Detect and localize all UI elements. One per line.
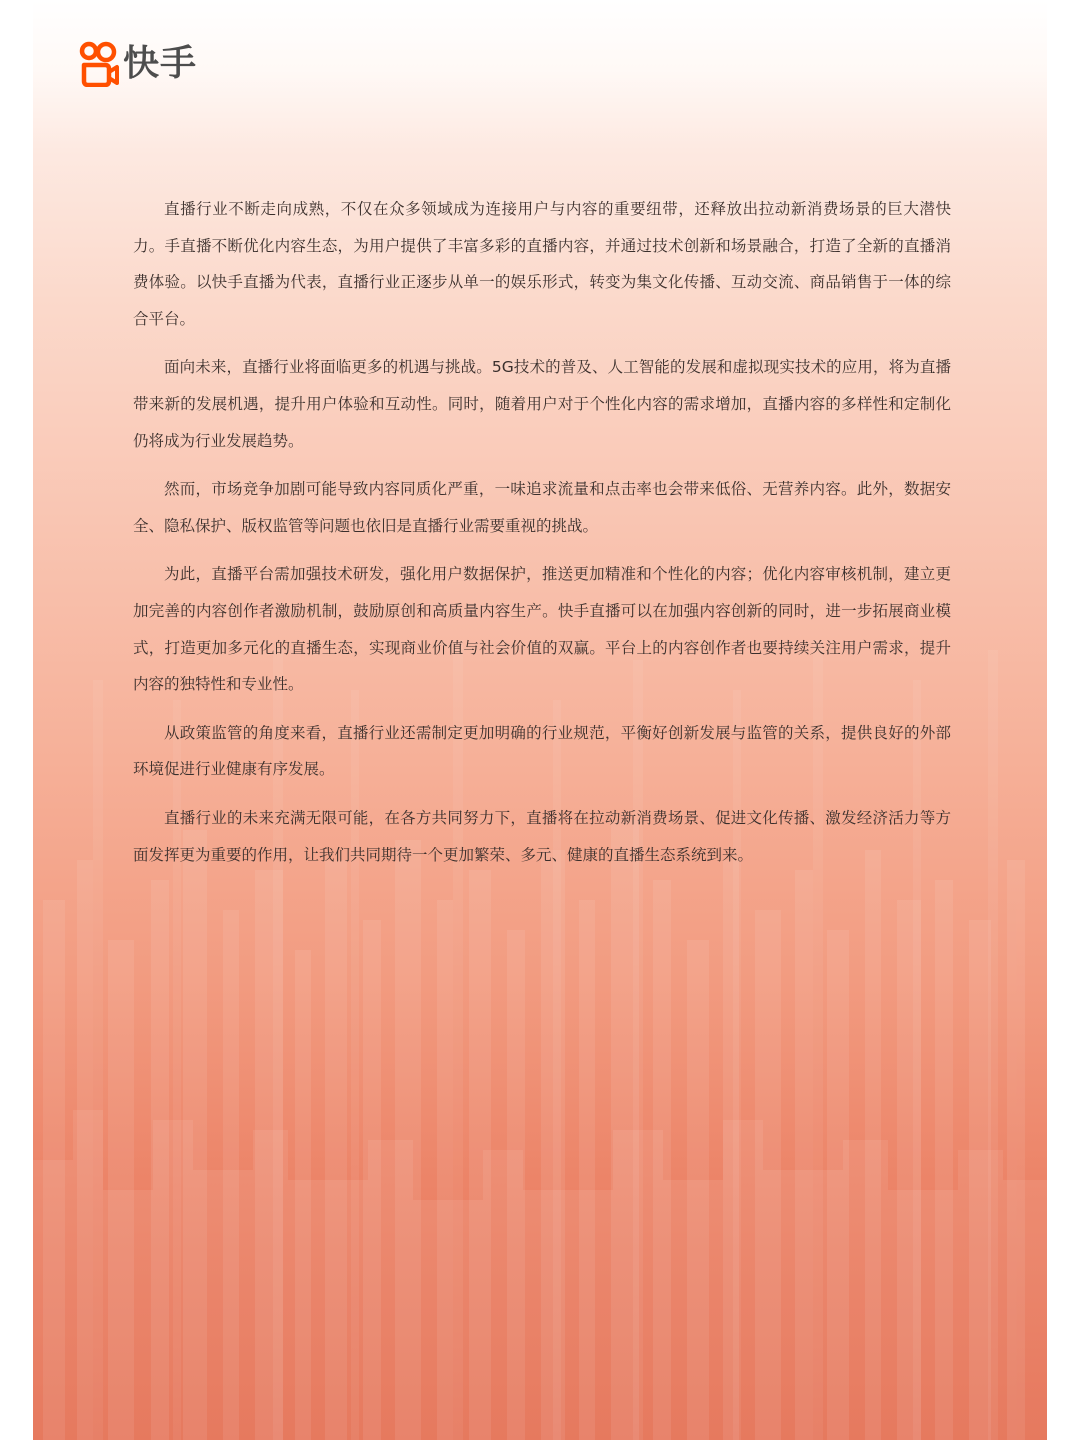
kuaishou-logo-icon — [79, 41, 119, 87]
article-paragraph: 从政策监管的角度来看，直播行业还需制定更加明确的行业规范，平衡好创新发展与监管的关系，提供良好的外部环境促进行业健康有序发展。 — [133, 723, 951, 779]
brand-name: 快手 — [123, 43, 198, 84]
article-paragraph: 直播行业不断走向成熟，不仅在众多领域成为连接用户与内容的重要纽带，还释放出拉动新消费场景的巨大潜快力。手直播不断优化内容生态，为用户提供了丰富多彩的直播内容，并通过技术创新和场景融合，打造了全新的直播消费体验。以快手直播为代表，直播行业正逐步从单一的娱乐形式，转变为集文化传播、互动交流、商品销售于一体的综合平台。 — [133, 200, 951, 328]
article-paragraph: 面向未来，直播行业将面临更多的机遇与挑战。5G技术的普及、人工智能的发展和虚拟现实技术的应用，将为直播带来新的发展机遇，提升用户体验和互动性。同时，随着用户对于个性化内容的需求增加，直播内容的多样性和定制化仍将成为行业发展趋势。 — [133, 358, 951, 450]
article-paragraph: 直播行业的未来充满无限可能，在各方共同努力下，直播将在拉动新消费场景、促进文化传播、激发经济活力等方面发挥更为重要的作用，让我们共同期待一个更加繁荣、多元、健康的直播生态系统到来。 — [133, 808, 951, 864]
document-page — [33, 0, 1047, 1440]
article-paragraph: 为此，直播平台需加强技术研发，强化用户数据保护，推送更加精准和个性化的内容；优化内容审核机制，建立更加完善的内容创作者激励机制，鼓励原创和高质量内容生产。快手直播可以在加强内容创新的同时，进一步拓展商业模式，打造更加多元化的直播生态，实现商业价值与社会价值的双赢。平台上的内容创作者也要持续关注用户需求，提升内容的独特性和专业性。 — [133, 565, 951, 694]
article-paragraph: 然而，市场竞争加剧可能导致内容同质化严重，一味追求流量和点击率也会带来低俗、无营养内容。此外，数据安全、隐私保护、版权监管等问题也依旧是直播行业需要重视的挑战。 — [133, 480, 951, 535]
article-body — [133, 191, 951, 885]
brand-logo — [79, 40, 197, 88]
